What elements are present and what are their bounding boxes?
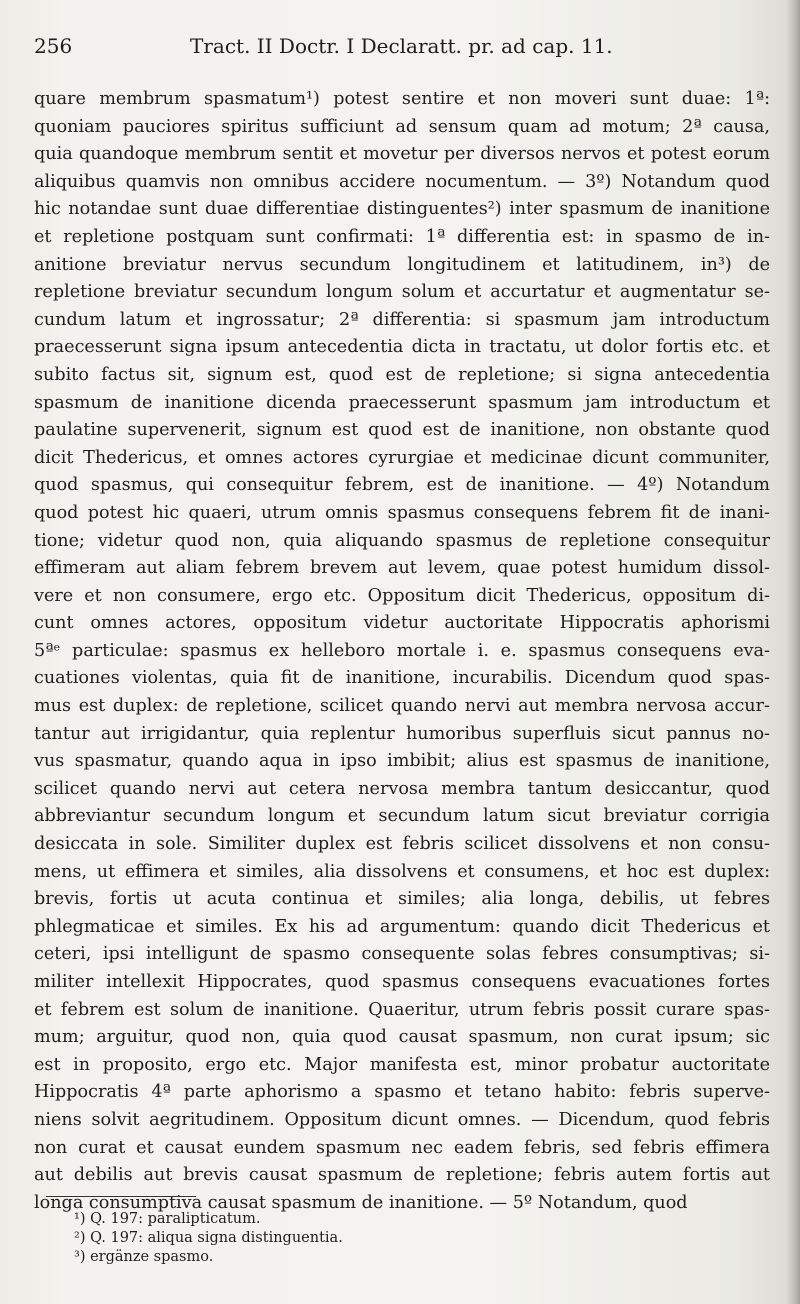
text-line: quia quandoque membrum sentit et movetur per diversos nervos et potest eorum xyxy=(34,144,770,165)
text-line: effimeram aut aliam febrem brevem aut levem, quae potest humidum dissol- xyxy=(34,558,770,579)
text-line: longa consumptiva causat spasmum de inanitione. — 5º Notandum, quod xyxy=(34,1192,688,1213)
text-line: quare membrum spasmatum¹) potest sentire et non moveri sunt duae: 1ª: xyxy=(34,89,770,109)
footnote: ³) ergänze spasmo. xyxy=(74,1249,214,1265)
text-line: quod spasmus, qui consequitur febrem, est de inanitione. — 4º) Notandum xyxy=(34,475,770,496)
text-line: phlegmaticae et similes. Ex his ad argumentum: quando dicit Thedericus et xyxy=(34,916,770,937)
text-line: et repletione postquam sunt confirmati: 1ª differentia est: in spasmo de in- xyxy=(34,226,770,247)
text-line: vere et non consumere, ergo etc. Oppositum dicit Thedericus, oppositum di- xyxy=(34,585,770,606)
text-line: anitione breviatur nervus secundum longitudinem et latitudinem, in³) de xyxy=(34,254,770,275)
text-line: mus est duplex: de repletione, scilicet quando nervi aut membra nervosa accur- xyxy=(34,696,770,717)
text-line: cundum latum et ingrossatur; 2ª differentia: si spasmum jam introductum xyxy=(34,309,770,330)
text-line: dicit Thedericus, et omnes actores cyrurgiae et medicinae dicunt communiter, xyxy=(34,447,770,468)
text-line: scilicet quando nervi aut cetera nervosa membra tantum desiccantur, quod xyxy=(34,778,770,799)
running-title: Tract. II Doctr. I Declaratt. pr. ad cap. 11. xyxy=(190,34,613,58)
text-line: cunt omnes actores, oppositum videtur auctoritate Hippocratis aphorismi xyxy=(34,613,770,634)
page-header xyxy=(34,34,774,68)
footnote: ¹) Q. 197: paralipticatum. xyxy=(74,1211,261,1227)
text-line: non curat et causat eundem spasmum nec eadem febris, sed febris effimera xyxy=(34,1137,770,1158)
page-edge-shadow xyxy=(786,0,800,1304)
text-line: tione; videtur quod non, quia aliquando spasmus de repletione consequitur xyxy=(34,530,770,551)
footnote: ²) Q. 197: aliqua signa distinguentia. xyxy=(74,1230,343,1246)
text-line: spasmum de inanitione dicenda praecesserunt spasmum jam introductum et xyxy=(34,392,770,413)
text-line: quod potest hic quaeri, utrum omnis spasmus consequens febrem fit de inani- xyxy=(34,502,770,523)
text-line: mum; arguitur, quod non, quia quod causat spasmum, non curat ipsum; sic xyxy=(34,1027,770,1048)
text-line: praecesserunt signa ipsum antecedentia dicta in tractatu, ut dolor fortis etc. et xyxy=(34,337,770,358)
text-line: est in proposito, ergo etc. Major manifesta est, minor probatur auctoritate xyxy=(34,1054,770,1075)
text-line: quoniam pauciores spiritus sufficiunt ad sensum quam ad motum; 2ª causa, xyxy=(34,116,770,137)
text-line: repletione breviatur secundum longum solum et accurtatur et augmentatur se- xyxy=(34,282,770,303)
text-line: vus spasmatur, quando aqua in ipso imbibit; alius est spasmus de inanitione, xyxy=(34,751,770,772)
text-line: 5ªᵉ particulae: spasmus ex helleboro mortale i. e. spasmus consequens eva- xyxy=(34,640,770,661)
text-line: hic notandae sunt duae differentiae distinguentes²) inter spasmum de inanitione xyxy=(34,199,770,220)
text-line: Hippocratis 4ª parte aphorismo a spasmo et tetano habito: febris superve- xyxy=(34,1082,770,1103)
text-line: abbreviantur secundum longum et secundum latum sicut breviatur corrigia xyxy=(34,806,770,827)
text-line: cuationes violentas, quia fit de inanitione, incurabilis. Dicendum quod spas- xyxy=(34,668,770,689)
text-line: militer intellexit Hippocrates, quod spasmus consequens evacuationes fortes xyxy=(34,972,770,992)
text-line: aliquibus quamvis non omnibus accidere nocumentum. — 3º) Notandum quod xyxy=(34,171,770,192)
text-line: paulatine supervenerit, signum est quod est de inanitione, non obstante quod xyxy=(34,420,770,441)
footnotes xyxy=(74,1210,674,1267)
text-line: aut debilis aut brevis causat spasmum de repletione; febris autem fortis aut xyxy=(34,1165,770,1186)
text-line: mens, ut effimera et similes, alia dissolvens et consumens, et hoc est duplex: xyxy=(34,861,770,882)
text-line: et febrem est solum de inanitione. Quaeritur, utrum febris possit curare spas- xyxy=(34,999,770,1020)
page-number: 256 xyxy=(34,34,73,58)
text-line: desiccata in sole. Similiter duplex est febris scilicet dissolvens et non consu- xyxy=(34,834,770,855)
text-line: subito factus sit, signum est, quod est de repletione; si signa antecedentia xyxy=(34,364,770,385)
body-text xyxy=(34,86,770,1217)
text-line: brevis, fortis ut acuta continua et similes; alia longa, debilis, ut febres xyxy=(34,889,770,910)
footnote-rule xyxy=(46,1196,196,1197)
text-line: ceteri, ipsi intelligunt de spasmo consequente solas febres consumptivas; si- xyxy=(34,944,770,965)
text-line: niens solvit aegritudinem. Oppositum dicunt omnes. — Dicendum, quod febris xyxy=(34,1109,770,1130)
text-line: tantur aut irrigidantur, quia replentur humoribus superfluis sicut pannus no- xyxy=(34,723,770,744)
